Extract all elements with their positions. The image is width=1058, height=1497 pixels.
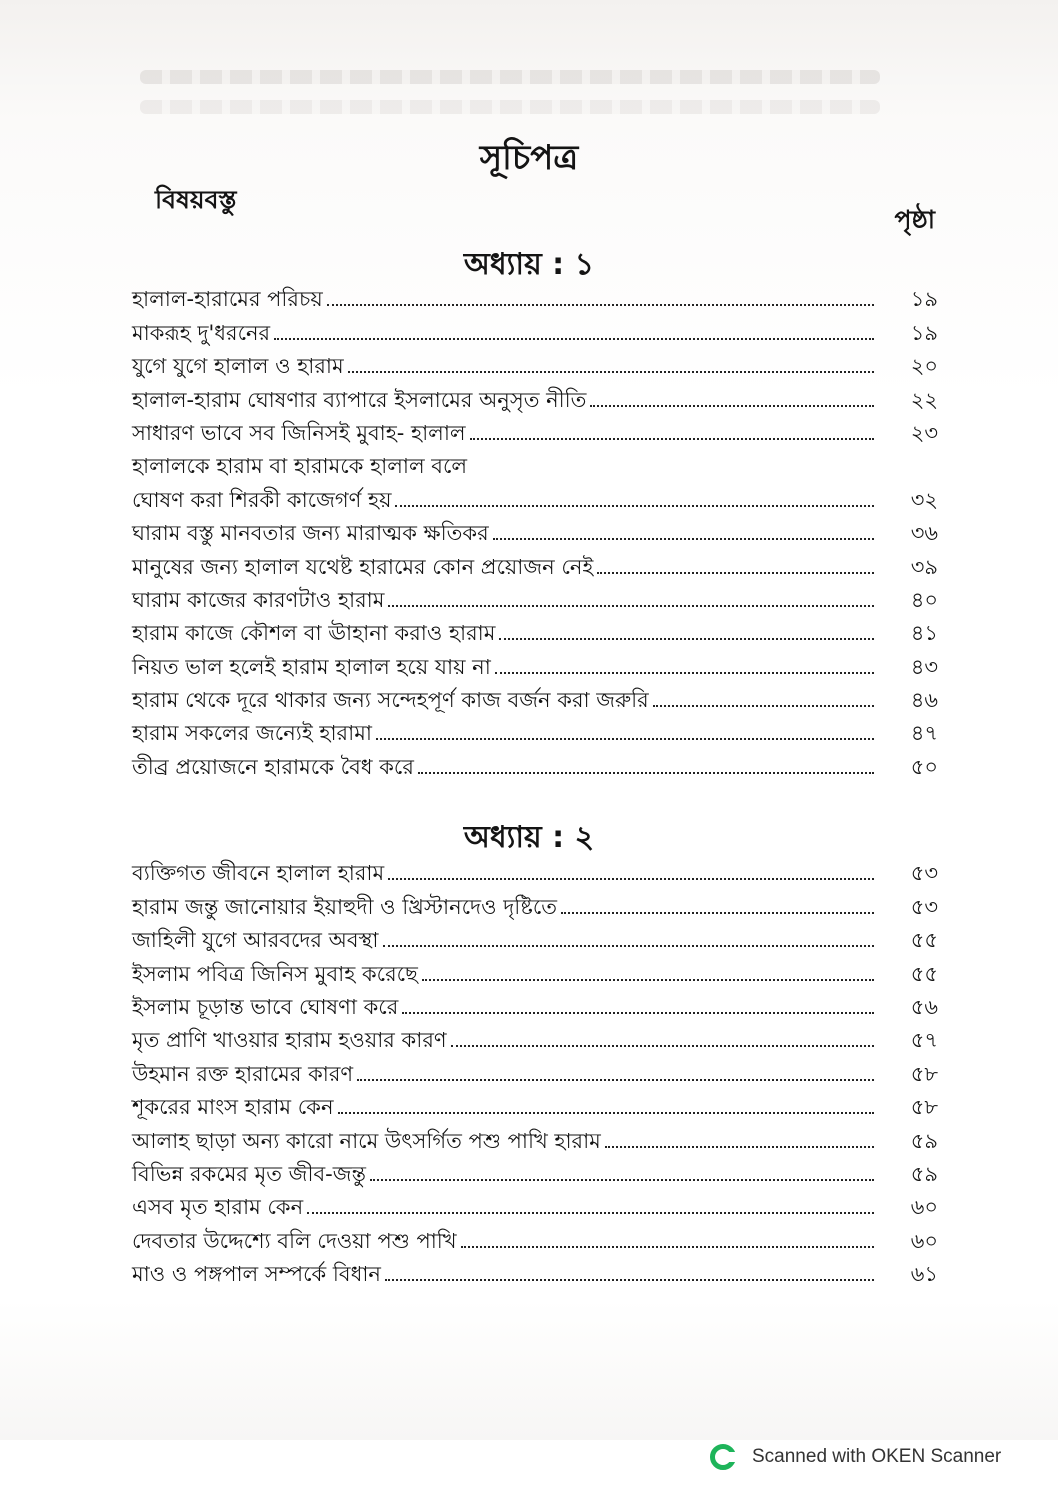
dot-leader [395, 505, 874, 507]
toc-entry-page: ২২ [910, 387, 938, 412]
dot-leader [451, 1045, 874, 1047]
dot-leader [590, 405, 874, 407]
dot-leader [470, 438, 874, 440]
toc-entry-title: হারাম সকলের জন্যেই হারামা [132, 721, 372, 746]
toc-entry-title: আলাহ ছাড়া অন্য কারো নামে উৎসর্গিত পশু পাখি হারাম [132, 1128, 601, 1153]
dot-leader [597, 572, 874, 574]
watermark-text: Scanned with OKEN Scanner [752, 1446, 1002, 1467]
toc-entry-page: ৫৯ [910, 1161, 938, 1186]
toc-entry-title: সাধারণ ভাবে সব জিনিসই মুবাহ- হালাল [132, 420, 466, 445]
toc-entry-page: ৫৮ [910, 1061, 938, 1086]
toc-entry-page: ৫৩ [910, 894, 938, 919]
bleed-through-line [140, 70, 880, 84]
toc-list [132, 853, 938, 1287]
dot-leader [327, 304, 874, 306]
bleed-through-line [140, 100, 880, 114]
toc-entry-title: মাও ও পঙ্গপাল সম্পর্কে বিধান [132, 1262, 381, 1287]
toc-entry-title: ঘারাম বস্তু মানবতার জন্য মারাত্মক ক্ষতিকর [132, 521, 489, 546]
toc-entry-page: ৩৬ [910, 521, 938, 546]
toc-entry-title: এসব মৃত হারাম কেন [132, 1195, 304, 1220]
toc-entry [132, 513, 938, 546]
toc-entry-title: ঘারাম কাজের কারণটাও হারাম [132, 587, 385, 612]
toc-entry-page: ৫৬ [910, 994, 938, 1019]
toc-entry-page: ৫৩ [910, 861, 938, 886]
toc-entry [132, 279, 938, 312]
scanner-watermark [710, 1444, 1001, 1470]
toc-entry [132, 920, 938, 953]
toc-entry [132, 1120, 938, 1153]
toc-entry [132, 746, 938, 779]
column-header-subject: বিষয়বস্তু [155, 185, 237, 214]
dot-leader [338, 1112, 874, 1114]
dot-leader [402, 1012, 874, 1014]
toc-entry-title: যুগে যুগে হালাল ও হারাম [132, 354, 344, 379]
dot-leader [493, 538, 874, 540]
toc-entry [132, 953, 938, 986]
dot-leader [653, 705, 874, 707]
toc-entry-title: হারাম থেকে দূরে থাকার জন্য সন্দেহপূর্ণ কাজ বর্জন করা জরুরি [132, 688, 649, 713]
toc-entry [132, 613, 938, 646]
toc-entry [132, 1020, 938, 1053]
toc-entry-page: ৫০ [910, 754, 938, 779]
toc-entry [132, 546, 938, 579]
toc-entry [132, 987, 938, 1020]
toc-entry-title: হারাম কাজে কৌশল বা ঊাহানা করাও হারাম [132, 621, 496, 646]
toc-entry-title: হালাল-হারামের পরিচয় [132, 287, 323, 312]
toc-entry [132, 312, 938, 345]
toc-entry [132, 713, 938, 746]
dot-leader [357, 1079, 874, 1081]
toc-entry-title: বিভিন্ন রকমের মৃত জীব-জন্তু [132, 1161, 366, 1186]
toc-entry [132, 379, 938, 412]
dot-leader [388, 878, 874, 880]
chapter-heading: অধ্যায় : ২ [463, 820, 595, 855]
dot-leader [376, 738, 874, 740]
toc-entry-page: ৩২ [910, 487, 938, 512]
toc-entry-page: ৫৫ [910, 928, 938, 953]
dot-leader [561, 912, 874, 914]
toc-entry-page: ২০ [910, 354, 938, 379]
chapter-heading: অধ্যায় : ১ [463, 247, 595, 282]
toc-entry-title: হালাল-হারাম ঘোষণার ব্যাপারে ইসলামের অনুসৃত নীতি [132, 387, 587, 412]
toc-entry-page: ৪১ [910, 621, 938, 646]
toc-entry-title: মানুষের জন্য হালাল যথেষ্ট হারামের কোন প্রয়োজন নেই [132, 554, 594, 579]
toc-entry-title: তীব্র প্রয়োজনে হারামকে বৈধ করে [132, 754, 414, 779]
dot-leader [307, 1212, 874, 1214]
toc-entry-line [132, 446, 938, 479]
toc-entry-title: ঘোষণ করা শিরকী কাজেগর্ণ হয় [132, 487, 392, 512]
dot-leader [388, 605, 874, 607]
toc-entry [132, 580, 938, 613]
toc-entry-title: নিয়ত ভাল হলেই হারাম হালাল হয়ে যায় না [132, 654, 491, 679]
toc-entry [132, 413, 938, 446]
dot-leader [461, 1246, 874, 1248]
toc-entry-title: মৃত প্রাণি খাওয়ার হারাম হওয়ার কারণ [132, 1028, 447, 1053]
toc-entry [132, 1087, 938, 1120]
toc-entry [132, 680, 938, 713]
dot-leader [495, 672, 874, 674]
toc-entry [132, 853, 938, 886]
toc-entry [132, 1154, 938, 1187]
toc-entry [132, 346, 938, 379]
toc-entry-page: ১৯ [910, 287, 938, 312]
dot-leader [605, 1146, 874, 1148]
toc-entry-title: ইসলাম চূড়ান্ত ভাবে ঘোষণা করে [132, 994, 399, 1019]
dot-leader [383, 945, 874, 947]
toc-entry [132, 479, 938, 512]
toc-entry-page: ৪০ [910, 587, 938, 612]
toc-entry-page: ৬০ [910, 1228, 938, 1253]
dot-leader [348, 371, 874, 373]
toc-entry-title: শূকরের মাংস হারাম কেন [132, 1095, 334, 1120]
toc-entry-page: ৫৮ [910, 1095, 938, 1120]
dot-leader [370, 1179, 874, 1181]
dot-leader [274, 338, 874, 340]
toc-entry-page: ৫৫ [910, 961, 938, 986]
toc-entry [132, 1053, 938, 1086]
dot-leader [418, 772, 874, 774]
toc-entry-page: ১৯ [910, 320, 938, 345]
toc-entry [132, 646, 938, 679]
oken-logo-icon [710, 1444, 736, 1470]
dot-leader [422, 979, 874, 981]
toc-entry [132, 1187, 938, 1220]
toc-entry-page: ৬১ [910, 1262, 938, 1287]
column-header-page: পৃষ্ঠা [894, 205, 935, 234]
toc-entry-title: ইসলাম পবিত্র জিনিস মুবাহ করেছে [132, 961, 418, 986]
toc-entry-title: হালালকে হারাম বা হারামকে হালাল বলে [132, 454, 468, 479]
toc-entry-title: হারাম জন্তু জানোয়ার ইয়াহুদী ও খ্রিস্টানদেও দৃষ্টিতে [132, 894, 558, 919]
toc-entry-title: ব্যক্তিগত জীবনে হালাল হারাম [132, 861, 385, 886]
toc-entry-title: দেবতার উদ্দেশ্যে বলি দেওয়া পশু পাখি [132, 1228, 457, 1253]
toc-entry-page: ৪৩ [910, 654, 938, 679]
toc-entry [132, 1220, 938, 1253]
toc-entry-page: ৬০ [910, 1195, 938, 1220]
toc-entry-page: ৪৬ [910, 688, 938, 713]
dot-leader [499, 638, 874, 640]
toc-list [132, 279, 938, 780]
toc-entry-page: ৫৭ [910, 1028, 938, 1053]
toc-entry-title: মাকরূহ দু'ধরনের [132, 320, 271, 345]
toc-entry-page: ৩৯ [910, 554, 938, 579]
page-title: সূচিপত্র [479, 138, 579, 178]
toc-entry-page: ৫৯ [910, 1128, 938, 1153]
toc-entry-page: ২৩ [910, 420, 938, 445]
toc-entry-title: জাহিলী যুগে আরবদের অবস্থা [132, 928, 379, 953]
dot-leader [385, 1279, 874, 1281]
toc-entry-page: ৪৭ [910, 721, 938, 746]
toc-entry-title: উহমান রক্ত হারামের কারণ [132, 1061, 354, 1086]
toc-entry [132, 1254, 938, 1287]
toc-entry [132, 886, 938, 919]
